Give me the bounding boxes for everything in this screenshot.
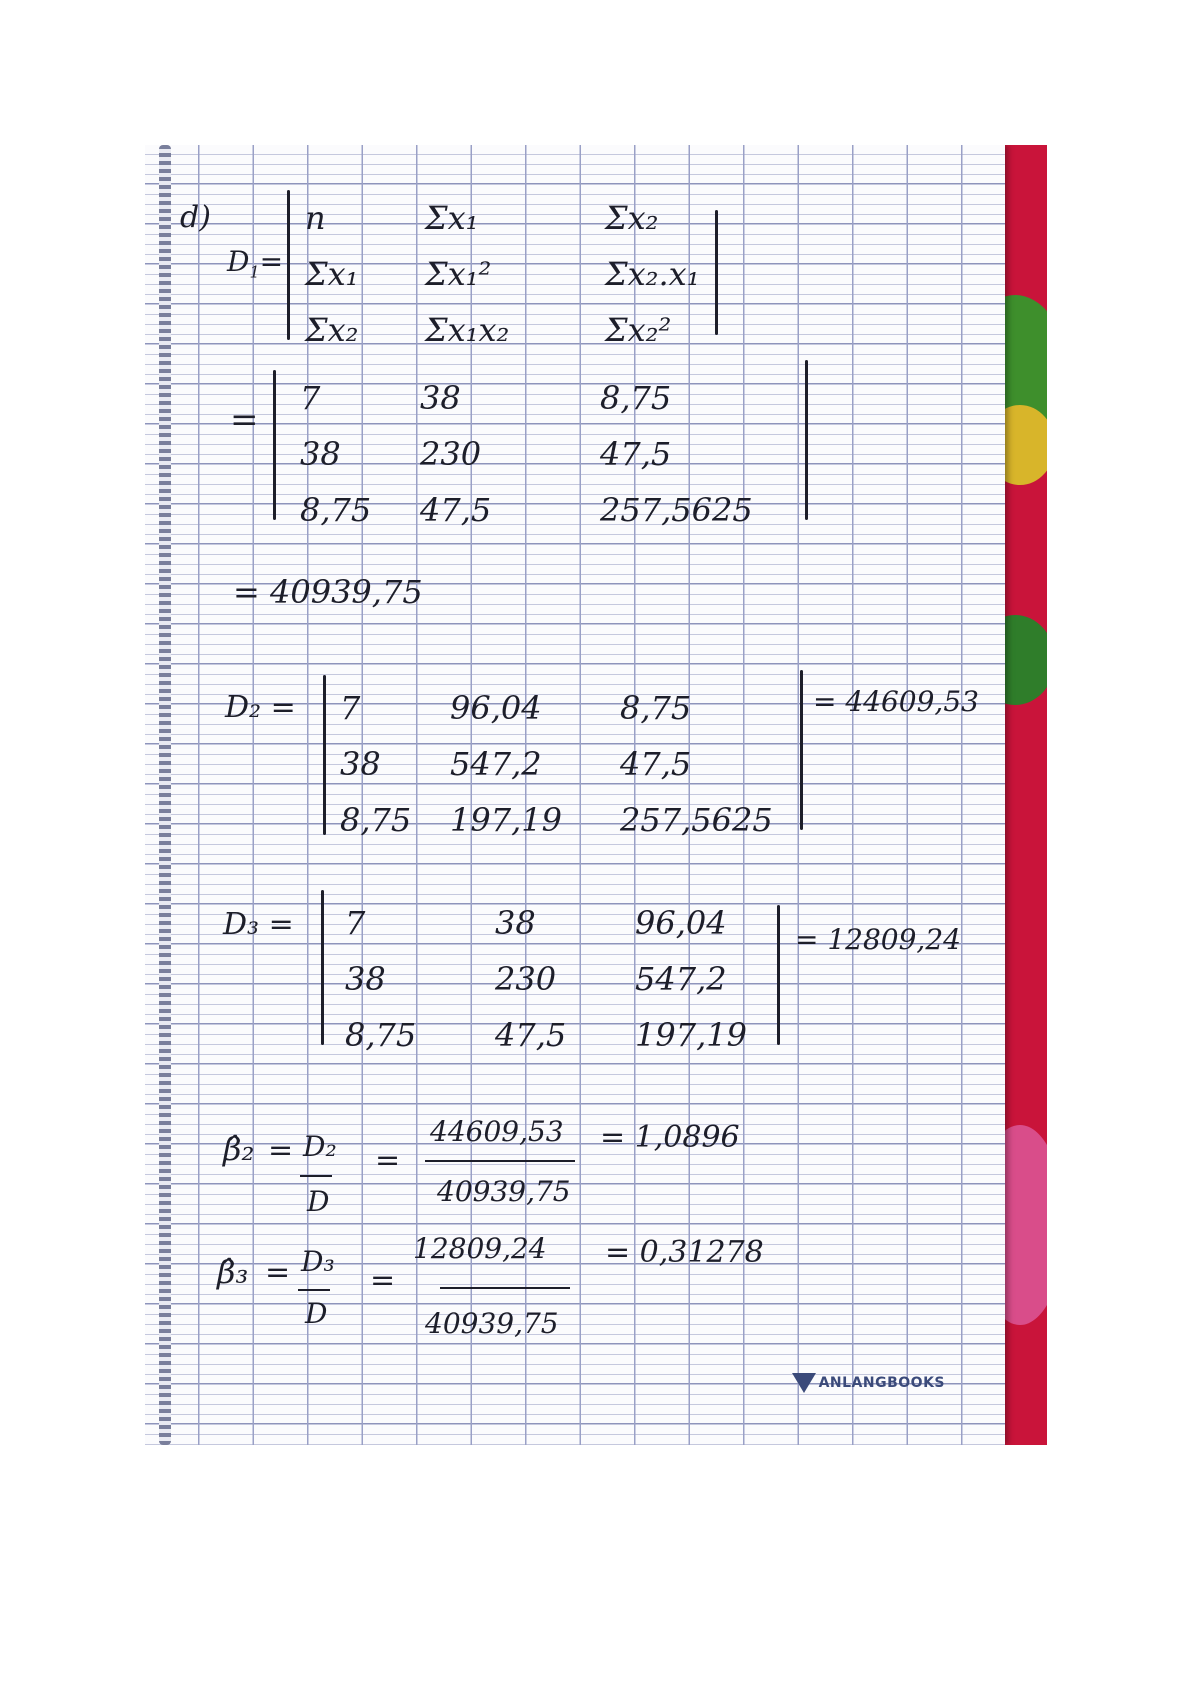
matrix-cell: 38 bbox=[300, 435, 341, 473]
determinant-d-result: = 40939,75 bbox=[233, 573, 423, 611]
beta3-equals-2: = bbox=[370, 1263, 396, 1298]
beta2-symbol: β̂₂ bbox=[223, 1130, 255, 1168]
matrix-cell: Σx₂² bbox=[605, 311, 672, 349]
matrix-cell: 230 bbox=[495, 960, 557, 998]
matrix-cell: Σx₁² bbox=[425, 255, 492, 293]
numeric-matrix-right-bar bbox=[805, 360, 808, 520]
matrix-cell: 96,04 bbox=[450, 689, 542, 727]
matrix-cell: 8,75 bbox=[345, 1016, 417, 1054]
matrix-cell: 547,2 bbox=[635, 960, 727, 998]
matrix-cell: 197,19 bbox=[635, 1016, 747, 1054]
d2-matrix-left-bar bbox=[323, 675, 326, 835]
part-label: d) bbox=[180, 200, 211, 235]
d3-matrix-left-bar bbox=[321, 890, 324, 1045]
beta2-den-symbol: D bbox=[307, 1185, 330, 1218]
beta2-num-value: 44609,53 bbox=[430, 1115, 564, 1148]
determinant-d-label: $D_1=$ bbox=[227, 245, 284, 282]
matrix-cell: 38 bbox=[340, 745, 381, 783]
numeric-matrix bbox=[300, 370, 780, 538]
matrix-cell: 47,5 bbox=[600, 435, 672, 473]
matrix-cell: n bbox=[305, 199, 326, 237]
notebook-photo bbox=[145, 145, 1047, 1445]
matrix-cell: 38 bbox=[345, 960, 386, 998]
d3-matrix bbox=[345, 895, 775, 1063]
logo-v-mark bbox=[792, 1373, 816, 1393]
matrix-cell: 197,19 bbox=[450, 801, 562, 839]
d2-matrix-right-bar bbox=[800, 670, 803, 830]
symbolic-matrix-right-bar bbox=[715, 210, 718, 335]
beta2-num-symbol: D₂ bbox=[303, 1130, 337, 1163]
matrix-cell: 7 bbox=[340, 689, 361, 727]
beta3-value-fraction-line bbox=[440, 1287, 570, 1289]
symbolic-matrix bbox=[305, 190, 745, 358]
matrix-cell: Σx₂ bbox=[305, 311, 359, 349]
matrix-cell: 8,75 bbox=[340, 801, 412, 839]
notebook-page bbox=[145, 145, 1005, 1445]
matrix-cell: 47,5 bbox=[620, 745, 692, 783]
beta3-den-value: 40939,75 bbox=[425, 1307, 559, 1340]
beta3-symbol: β̂₃ bbox=[217, 1253, 249, 1291]
logo-text: ANLANGBOOKS bbox=[818, 1375, 945, 1391]
matrix-cell: 257,5625 bbox=[620, 801, 773, 839]
d3-result: = 12809,24 bbox=[795, 923, 961, 956]
matrix-cell: Σx₁x₂ bbox=[425, 311, 510, 349]
matrix-cell: 257,5625 bbox=[600, 491, 753, 529]
beta2-result: = 1,0896 bbox=[600, 1120, 740, 1155]
matrix-cell: 7 bbox=[300, 379, 321, 417]
matrix-cell: 38 bbox=[420, 379, 461, 417]
beta3-symbol-fraction-line bbox=[298, 1289, 330, 1291]
beta2-den-value: 40939,75 bbox=[437, 1175, 571, 1208]
numeric-matrix-left-bar bbox=[273, 370, 276, 520]
beta3-den-symbol: D bbox=[305, 1297, 328, 1330]
matrix-cell: 8,75 bbox=[600, 379, 672, 417]
beta3-num-value: 12809,24 bbox=[413, 1232, 547, 1265]
matrix-cell: 47,5 bbox=[420, 491, 492, 529]
matrix-cell: Σx₂ bbox=[605, 199, 659, 237]
beta3-num-symbol: D₃ bbox=[301, 1245, 335, 1278]
symbolic-matrix-left-bar bbox=[287, 190, 290, 340]
d2-label: D₂ = bbox=[225, 690, 296, 725]
page-binding bbox=[159, 145, 171, 1445]
beta3-result: = 0,31278 bbox=[605, 1235, 764, 1270]
beta2-equals-2: = bbox=[375, 1143, 401, 1178]
beta3-equals: = bbox=[265, 1255, 291, 1290]
d2-matrix bbox=[340, 680, 780, 848]
matrix-cell: 230 bbox=[420, 435, 482, 473]
numeric-equals: = bbox=[230, 400, 259, 440]
matrix-cell: Σx₁ bbox=[305, 255, 359, 293]
matrix-cell: 96,04 bbox=[635, 904, 727, 942]
d3-matrix-right-bar bbox=[777, 905, 780, 1045]
vanlangbooks-logo bbox=[792, 1373, 945, 1393]
matrix-cell: 8,75 bbox=[620, 689, 692, 727]
beta2-value-fraction-line bbox=[425, 1160, 575, 1162]
matrix-cell: Σx₂.x₁ bbox=[605, 255, 700, 293]
matrix-cell: 7 bbox=[345, 904, 366, 942]
matrix-cell: 38 bbox=[495, 904, 536, 942]
d3-label: D₃ = bbox=[223, 907, 294, 942]
matrix-cell: 547,2 bbox=[450, 745, 542, 783]
matrix-cell: 8,75 bbox=[300, 491, 372, 529]
beta2-equals: = bbox=[268, 1133, 294, 1168]
d2-result: = 44609,53 bbox=[813, 685, 979, 718]
matrix-cell: Σx₁ bbox=[425, 199, 479, 237]
matrix-cell: 47,5 bbox=[495, 1016, 567, 1054]
beta2-symbol-fraction-line bbox=[300, 1175, 332, 1177]
